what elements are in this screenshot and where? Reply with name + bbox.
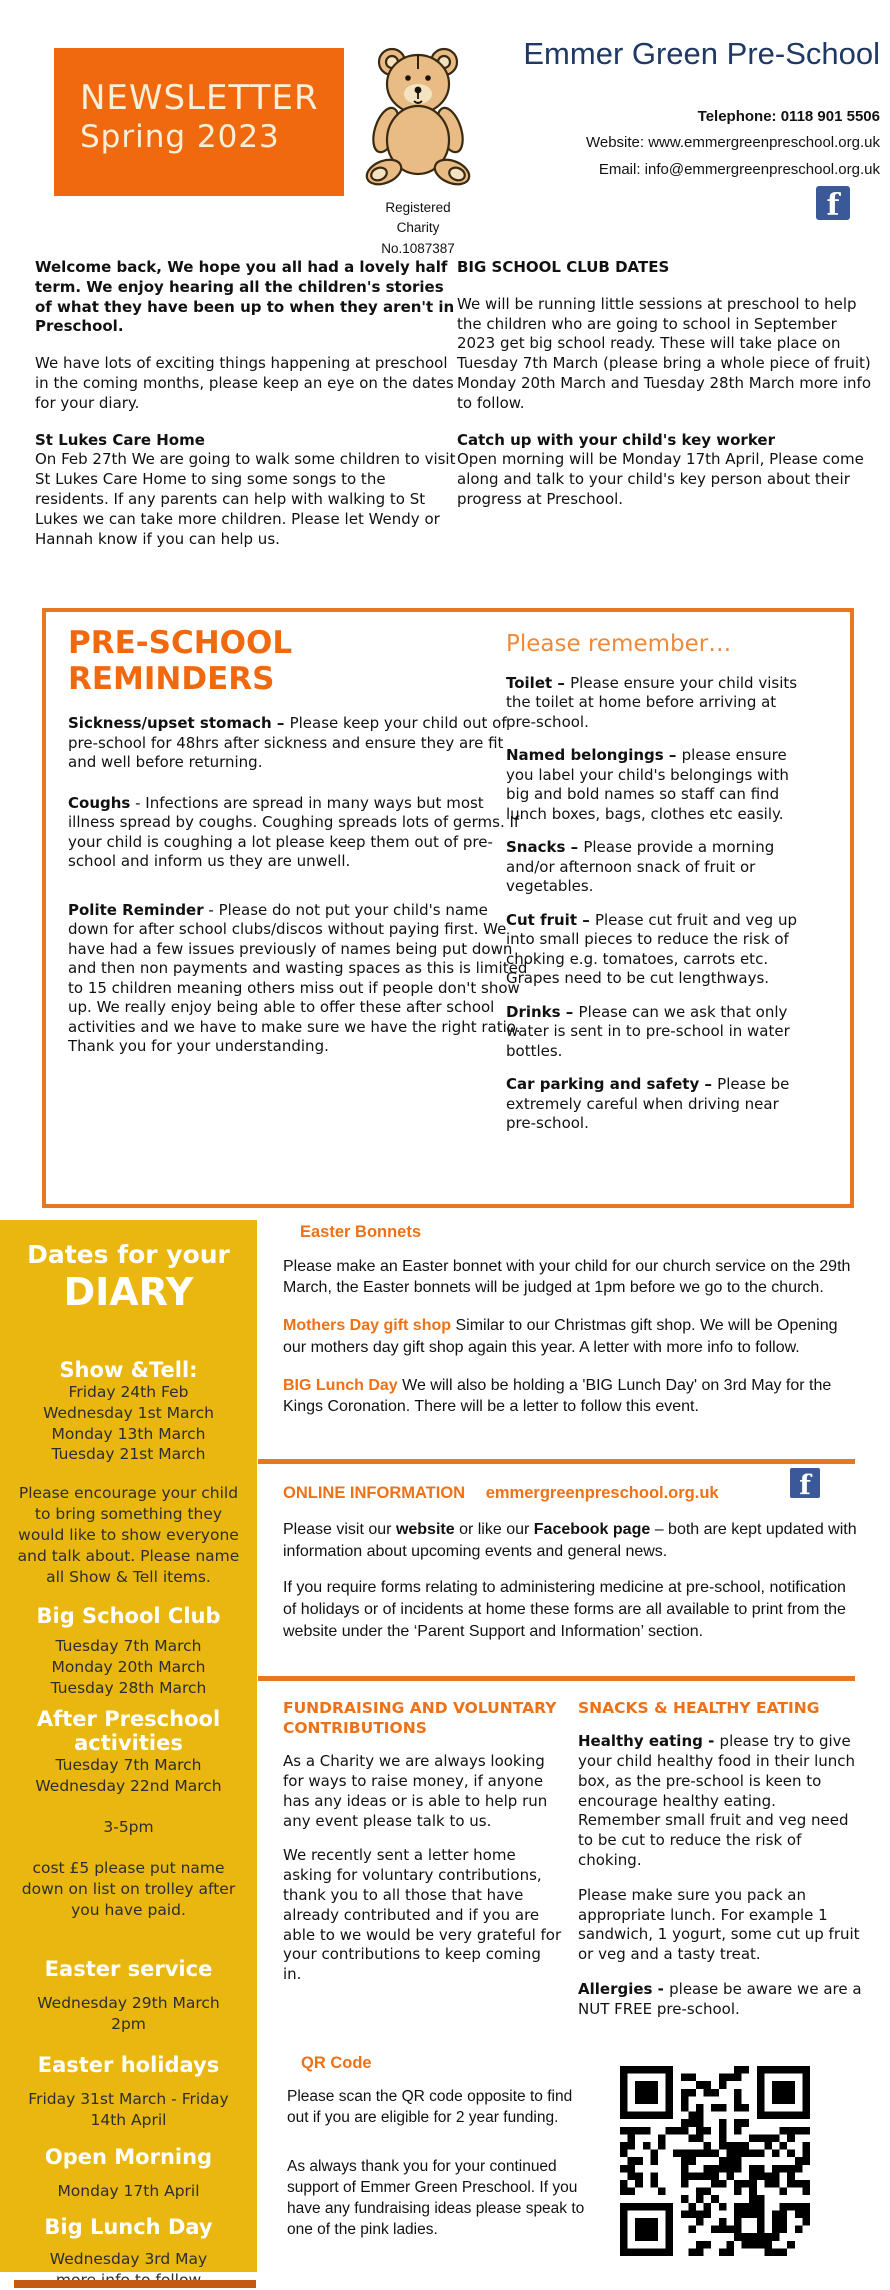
snacks-healthy-eating-section — [578, 1698, 862, 2035]
big-lunch-day-heading: Big Lunch Day — [44, 2214, 213, 2239]
easter-service-date: Wednesday 29th March — [37, 1993, 220, 2012]
st-lukes-heading: St Lukes Care Home — [35, 430, 205, 449]
online-information-section — [283, 1482, 861, 1642]
remember-named-belongings: Named belongings – please ensure you label your child's belongings with big and bold names so staff can find lunch boxes, bags, clothes etc easily. — [506, 746, 789, 823]
preschool-reminders-box — [42, 608, 854, 1208]
easter-bonnets-paragraph: Please make an Easter bonnet with your child for our church service on the 29th March, the Easter bonnets will be judged at 1pm before we go to the church. — [283, 1257, 851, 1297]
telephone: Telephone: 0118 901 5506 — [697, 108, 880, 125]
diary-title-line2: DIARY — [63, 1269, 194, 1314]
easter-bonnets-heading: Easter Bonnets — [300, 1223, 422, 1241]
show-tell-date: Friday 24th Feb — [68, 1382, 189, 1401]
fundraising-paragraph-2: We recently sent a letter home asking for voluntary contributions, thank you to all those that have already contributed and if you are able to we would be very grateful for your contributions to keep coming in. — [283, 1846, 562, 1984]
healthy-eating-paragraph: Healthy eating - please try to give your child healthy food in their lunch box, as the pre-school is keen to encourage healthy eating. Remember small fruit and veg need to be cut to reduce the risk of choking. — [578, 1732, 856, 1869]
online-information-heading: ONLINE INFORMATION emmergreenpreschool.org.uk — [283, 1484, 719, 1502]
section-divider — [258, 1459, 855, 1464]
after-preschool-time: 3-5pm — [103, 1818, 154, 1837]
remember-drinks: Drinks – Please can we ask that only water is sent in to pre-school in water bottles. — [506, 1002, 790, 1060]
website-domain[interactable]: emmergreenpreschool.org.uk — [485, 1484, 719, 1502]
remember-snacks: Snacks – Please provide a morning and/or afternoon snack of fruit or vegetables. — [506, 838, 775, 896]
qr-paragraph-2: As always thank you for your continued support of Emmer Green Preschool. If you have any fundraising ideas please speak to one of the pink ladies. — [287, 2158, 585, 2238]
open-morning-date: Monday 17th April — [57, 2181, 200, 2200]
welcome-paragraph: Welcome back, We hope you all had a lovely half term. We enjoy hearing all the children's stories of what they have been up to when they aren't in Preschool. — [35, 258, 455, 336]
big-school-club-paragraph: We will be running little sessions at preschool to help the children who are going to school in September 2023 get big school ready. These will take place on Tuesday 7th March (please bring a whole piece of fruit) Monday 20th March and Tuesday 28th March more info to follow. — [457, 294, 871, 412]
remember-toilet: Toilet – Please ensure your child visits the toilet at home before arriving at pre-school. — [506, 673, 798, 731]
show-and-tell-heading: Show &Tell: — [59, 1357, 198, 1382]
easter-holidays-heading: Easter holidays — [37, 2052, 220, 2077]
section-divider — [258, 1676, 855, 1681]
after-preschool-date: Wednesday 22nd March — [35, 1777, 222, 1796]
big-school-date: Tuesday 7th March — [55, 1637, 202, 1656]
please-remember-column — [506, 630, 810, 1148]
key-worker-paragraph: Open morning will be Monday 17th April, Please come along and talk to your child's key person about their progress at Preschool. — [457, 450, 864, 508]
fundraising-section — [283, 1698, 563, 2000]
remember-car-parking: Car parking and safety – Please be extremely careful when driving near pre-school. — [506, 1075, 790, 1133]
open-morning-heading: Open Morning — [44, 2144, 213, 2169]
reminder-item-polite: Polite Reminder - Please do not put your child's name down for after school clubs/discos without paying first. We have had a few issues previously of names being put down and then non payments and wasting spaces as this is limited to 15 children meaning others miss out if people don't show up. We really enjoy being able to offer these after school activities and we have to make sure we have the right ratio. Thank you for your understanding. — [68, 900, 528, 1055]
st-lukes-paragraph: On Feb 27th We are going to walk some children to visit St Lukes Care Home to sing some songs to the residents. If any parents can help with walking to St Lukes we can take more children. Please let Wendy or Hannah know if you can help us. — [35, 450, 456, 548]
intro-left-column — [35, 258, 461, 566]
please-remember-title: Please remember… — [506, 631, 732, 657]
key-worker-heading: Catch up with your child's key worker — [457, 430, 775, 449]
fundraising-heading: FUNDRAISING AND VOLUNTARY CONTRIBUTIONS — [283, 1699, 557, 1738]
facebook-icon[interactable]: f — [816, 186, 850, 220]
exciting-things-paragraph: We have lots of exciting things happening at preschool in the coming months, please keep an eye on the dates for your diary. — [35, 354, 454, 412]
show-tell-note: Please encourage your child to bring something they would like to show everyone and talk about. Please name all Show & Tell items. — [17, 1484, 240, 1587]
after-preschool-date: Tuesday 7th March — [55, 1756, 202, 1775]
easter-holidays-dates: Friday 31st March - Friday 14th April — [28, 2089, 229, 2129]
easter-service-heading: Easter service — [44, 1956, 213, 1981]
big-school-club-heading: Big School Club — [36, 1603, 221, 1628]
big-school-date: Tuesday 28th March — [50, 1678, 207, 1697]
reminder-item-sickness: Sickness/upset stomach – Please keep your child out of pre-school for 48hrs after sickness and ensure they are fit and well before returning. — [68, 714, 507, 771]
show-tell-date: Wednesday 1st March — [43, 1403, 214, 1422]
big-school-date: Monday 20th March — [51, 1658, 206, 1677]
qr-code-image — [620, 2066, 810, 2256]
newsletter-season: Spring 2023 — [80, 118, 280, 155]
online-paragraph-1: Please visit our website or like our Facebook page – both are kept updated with information about upcoming events and general news. — [283, 1521, 857, 1560]
easter-service-time: 2pm — [111, 2014, 146, 2033]
facebook-icon[interactable]: f — [790, 1468, 820, 1498]
diary-title-line1: Dates for your — [27, 1240, 230, 1269]
after-preschool-heading: After Preschool activities — [36, 1706, 221, 1756]
after-preschool-cost: cost £5 please put name down on list on trolley after you have paid. — [21, 1858, 236, 1919]
snacks-heading: SNACKS & HEALTHY EATING — [578, 1699, 820, 1717]
email[interactable]: Email: info@emmergreenpreschool.org.uk — [598, 160, 880, 178]
fundraising-paragraph-1: As a Charity we are always looking for ways to raise money, if anyone has any ideas or is able to help run any event please talk to us. — [283, 1752, 548, 1830]
qr-paragraph-1: Please scan the QR code opposite to find out if you are eligible for 2 year funding. — [287, 2088, 573, 2127]
school-name: Emmer Green Pre-School — [523, 36, 880, 71]
intro-right-column — [457, 258, 879, 527]
events-section — [283, 1222, 861, 1418]
bottom-divider-bar — [14, 2280, 256, 2288]
teddy-bear-logo — [362, 40, 474, 192]
show-tell-date: Tuesday 21st March — [51, 1445, 206, 1464]
big-school-club-dates-heading: BIG SCHOOL CLUB DATES — [457, 258, 670, 276]
qr-code-heading: QR Code — [301, 2054, 372, 2072]
online-paragraph-2: If you require forms relating to administering medicine at pre-school, notification of holidays or of incidents at home these forms are all available to print from the website under the ‘Parent Support and Information’ section. — [283, 1579, 846, 1640]
newsletter-title: NEWSLETTER — [80, 78, 319, 118]
newsletter-title-box — [54, 48, 344, 196]
charity-registration: Registered Charity No.1087387 — [381, 200, 455, 256]
show-tell-date: Monday 13th March — [51, 1424, 206, 1443]
mothers-day-paragraph: Mothers Day gift shop Similar to our Christmas gift shop. We will be Opening our mothers day gift shop again this year. A letter with more info to follow. — [283, 1317, 838, 1356]
allergies-paragraph: Allergies - please be aware we are a NUT FREE pre-school. — [578, 1979, 862, 2018]
qr-code-section — [287, 2052, 587, 2241]
website[interactable]: Website: www.emmergreenpreschool.org.uk — [585, 134, 880, 152]
reminders-list — [68, 714, 530, 1078]
appropriate-lunch-paragraph: Please make sure you pack an appropriate lunch. For example 1 sandwich, 1 yogurt, some cut up fruit or veg and a tasty treat. — [578, 1885, 860, 1964]
contact-block — [586, 104, 880, 183]
reminder-item-coughs: Coughs - Infections are spread in many ways but most illness spread by coughs. Coughing spreads lots of germs. If your child is coughing a lot please keep them out of pre-school and inform us they are unwell. — [68, 793, 520, 870]
big-lunch-paragraph: BIG Lunch Day We will also be holding a 'BIG Lunch Day' on 3rd May for the Kings Coronation. There will be a letter to follow this event. — [283, 1377, 832, 1416]
remember-cut-fruit: Cut fruit – Please cut fruit and veg up into small pieces to reduce the risk of choking e.g. tomatoes, carrots etc. Grapes need to be cut lengthways. — [506, 910, 797, 988]
reminders-title: PRE-SCHOOL REMINDERS — [68, 625, 293, 697]
dates-for-diary-sidebar — [0, 1220, 257, 2272]
big-lunch-date: Wednesday 3rd May — [49, 2249, 208, 2268]
